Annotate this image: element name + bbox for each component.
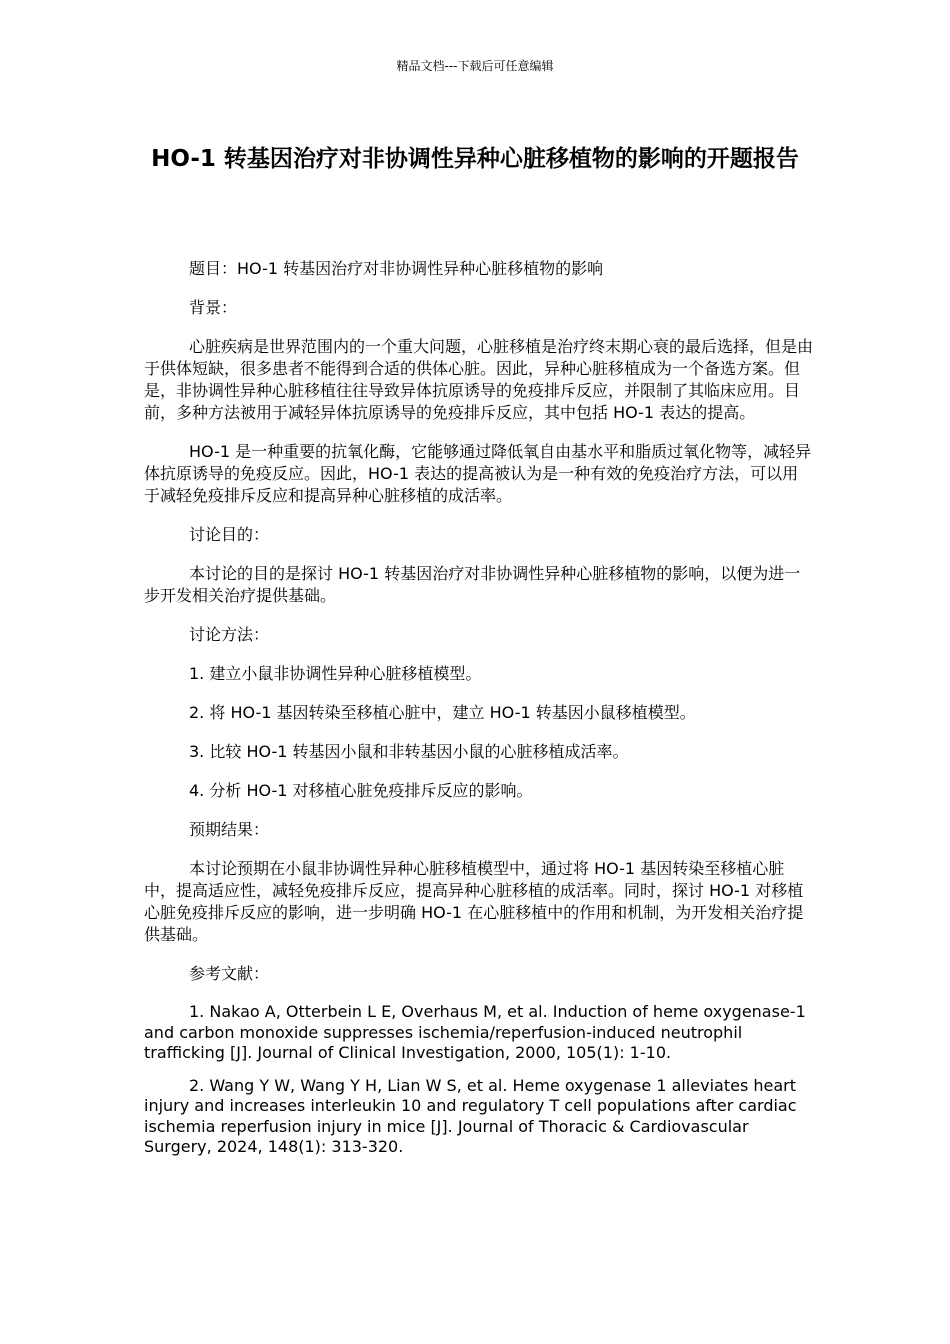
- page-header: 精品文档---下载后可任意编辑: [396, 59, 554, 73]
- results-paragraph: 本讨论预期在小鼠非协调性异种心脏移植模型中，通过将 HO-1 基因转染至移植心脏中，提高适应性，减轻免疫排斥反应，提高异种心脏移植的成活率。同时，探讨 HO-1 对移植心脏免疫排斥反应的影响，进一步明确 HO-1 在心脏移植中的作用和机制，为开发相关治疗提供基础。: [144, 859, 804, 944]
- method-item-4: 4. 分析 HO-1 对移植心脏免疫排斥反应的影响。: [189, 781, 533, 800]
- purpose-heading: 讨论目的：: [189, 525, 270, 544]
- results-heading: 预期结果：: [189, 820, 270, 839]
- document-title: HO-1 转基因治疗对非协调性异种心脏移植物的影响的开题报告: [151, 146, 799, 172]
- method-item-2: 2. 将 HO-1 基因转染至移植心脏中，建立 HO-1 转基因小鼠移植模型。: [189, 703, 696, 722]
- reference-item-2: 2. Wang Y W, Wang Y H, Lian W S, et al. Heme oxygenase 1 alleviates heart injury and increases interleukin 10 and regulatory T cell populations after cardiac ischemia reperfusion injury in mice [J]. Journal of Thoracic & Cardiovascular Surgery, 2024, 148(1): 313-320.: [144, 1075, 797, 1156]
- reference-item-1: 1. Nakao A, Otterbein L E, Overhaus M, et al. Induction of heme oxygenase-1 and carbon monoxide suppresses ischemia/reperfusion-induced neutrophil trafficking [J]. Journal of Clinical Investigation, 2000, 105(1): 1-10.: [144, 1002, 806, 1062]
- references-heading: 参考文献：: [189, 964, 270, 983]
- document-body: [144, 258, 814, 1170]
- background-paragraph-2: HO-1 是一种重要的抗氧化酶，它能够通过降低氧自由基水平和脂质过氧化物等，减轻异体抗原诱导的免疫反应。因此，HO-1 表达的提高被认为是一种有效的免疫治疗方法，可以用于减轻免疫排斥反应和提高异种心脏移植的成活率。: [144, 442, 812, 505]
- methods-heading: 讨论方法：: [189, 625, 270, 644]
- purpose-paragraph: 本讨论的目的是探讨 HO-1 转基因治疗对非协调性异种心脏移植物的影响，以便为进一步开发相关治疗提供基础。: [144, 564, 801, 605]
- background-heading: 背景：: [189, 298, 238, 317]
- method-item-1: 1. 建立小鼠非协调性异种心脏移植模型。: [189, 664, 482, 683]
- method-item-3: 3. 比较 HO-1 转基因小鼠和非转基因小鼠的心脏移植成活率。: [189, 742, 629, 761]
- topic-line: 题目：HO-1 转基因治疗对非协调性异种心脏移植物的影响: [189, 259, 604, 278]
- background-paragraph-1: 心脏疾病是世界范围内的一个重大问题，心脏移植是治疗终末期心衰的最后选择，但是由于供体短缺，很多患者不能得到合适的供体心脏。因此，异种心脏移植成为一个备选方案。但是，非协调性异种心脏移植往往导致异体抗原诱导的免疫排斥反应，并限制了其临床应用。目前，多种方法被用于减轻异体抗原诱导的免疫排斥反应，其中包括 HO-1 表达的提高。: [144, 337, 814, 422]
